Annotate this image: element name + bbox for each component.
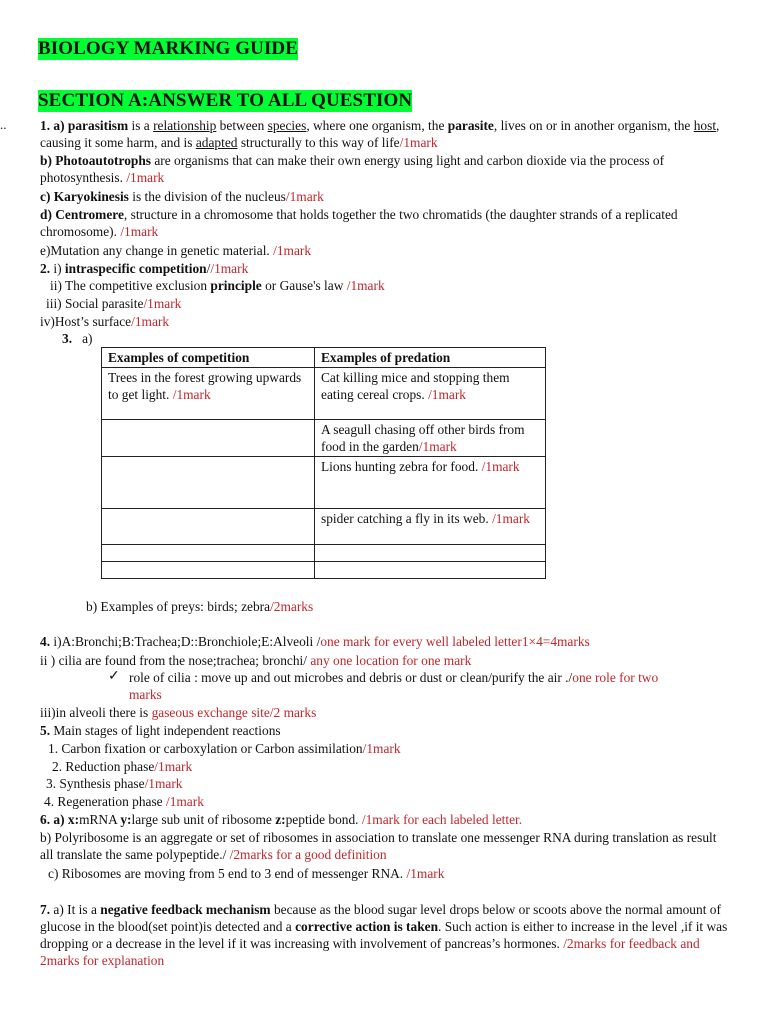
table-header: Examples of predation <box>315 348 546 368</box>
table-cell <box>102 545 315 562</box>
competition-predation-table <box>101 347 546 579</box>
table-row <box>102 368 546 420</box>
q2-i: 2. i) intraspecific competition//1mark <box>40 261 249 276</box>
q5-s2: 2. Reduction phase/1mark <box>52 759 193 774</box>
q2-iv: iv)Host’s surface/1mark <box>40 314 170 329</box>
table-cell <box>102 420 315 457</box>
q3-b: b) Examples of preys: birds; zebra/2marks <box>86 599 314 614</box>
table-cell <box>102 457 315 509</box>
q1-a: 1. a) parasitism is a relationship between species, where one organism, the parasite, lives on or in another organism, the host, causing it some harm, and is adapted structurally to this way of life/1mark <box>40 118 720 150</box>
q5-s3: 3. Synthesis phase/1mark <box>46 776 183 791</box>
q4-role: role of cilia : move up and out microbes and debris or dust or clean/purify the air ./one role for two <box>129 670 659 685</box>
table-cell <box>102 562 315 579</box>
q4-i: 4. i)A:Bronchi;B:Trachea;D::Bronchiole;E:Alveoli /one mark for every well labeled letter1×4=4marks <box>40 634 590 649</box>
table-cell: Lions hunting zebra for food. /1mark <box>315 457 546 509</box>
table-cell <box>315 545 546 562</box>
document-title: BIOLOGY MARKING GUIDE <box>38 38 299 59</box>
table-row <box>102 509 546 545</box>
q7-a: 7. a) It is a negative feedback mechanism because as the blood sugar level drops below or scoots above the normal amount of glucose in the blood(set point)is detected and a corrective action is taken. Such action is either to increase in the level ,if it was dropping or a decrease in the level if it was increasing with involvement of pancreas’s hormones. /2marks for feedback and 2marks for explanation <box>40 902 728 968</box>
q1-c: c) Karyokinesis is the division of the nucleus/1mark <box>40 189 324 204</box>
q1-e: e)Mutation any change in genetic material. /1mark <box>40 243 312 258</box>
q6-c: c) Ribosomes are moving from 5 end to 3 end of messenger RNA. /1mark <box>48 866 445 881</box>
q6-a: 6. a) x:mRNA y:large sub unit of ribosome z:peptide bond. /1mark for each labeled letter. <box>40 812 523 827</box>
section-heading: SECTION A:ANSWER TO ALL QUESTION <box>38 90 413 111</box>
table-cell: Trees in the forest growing upwards to get light. /1mark <box>102 368 315 420</box>
table-cell <box>102 509 315 545</box>
q4-role-cont: marks <box>129 687 162 702</box>
table-header-row <box>102 348 546 368</box>
table-cell <box>315 562 546 579</box>
q1-b: b) Photoautotrophs are organisms that can make their own energy using light and carbon dioxide via the process of photosynthesis. /1mark <box>40 153 665 185</box>
table-header: Examples of competition <box>102 348 315 368</box>
q5-s1: 1. Carbon fixation or carboxylation or Carbon assimilation/1mark <box>48 741 401 756</box>
table-cell: A seagull chasing off other birds from food in the garden/1mark <box>315 420 546 457</box>
q5-s4: 4. Regeneration phase /1mark <box>44 794 204 809</box>
q1-d: d) Centromere, structure in a chromosome that holds together the two chromatids (the daughter strands of a replicated chromosome). /1mark <box>40 207 678 239</box>
table-cell: Cat killing mice and stopping them eating cereal crops. /1mark <box>315 368 546 420</box>
table-row <box>102 420 546 457</box>
q2-iii: iii) Social parasite/1mark <box>46 296 182 311</box>
table-cell: spider catching a fly in its web. /1mark <box>315 509 546 545</box>
q4-ii: ii ) cilia are found from the nose;trachea; bronchi/ any one location for one mark <box>40 653 472 668</box>
table-row <box>102 562 546 579</box>
stray-marks: .. <box>0 117 7 132</box>
table-row <box>102 457 546 509</box>
q3-label: 3. a) <box>62 331 93 346</box>
q2-ii: ii) The competitive exclusion principle or Gause's law /1mark <box>50 278 385 293</box>
q5-intro: 5. Main stages of light independent reactions <box>40 723 281 738</box>
q4-iii: iii)in alveoli there is gaseous exchange site/2 marks <box>40 705 317 720</box>
q6-b: b) Polyribosome is an aggregate or set of ribosomes in association to translate one messenger RNA during translation as result all translate the same polypeptide./ /2marks for a good definition <box>40 830 717 862</box>
table-row <box>102 545 546 562</box>
checkmark-icon: ✓ <box>108 669 120 684</box>
